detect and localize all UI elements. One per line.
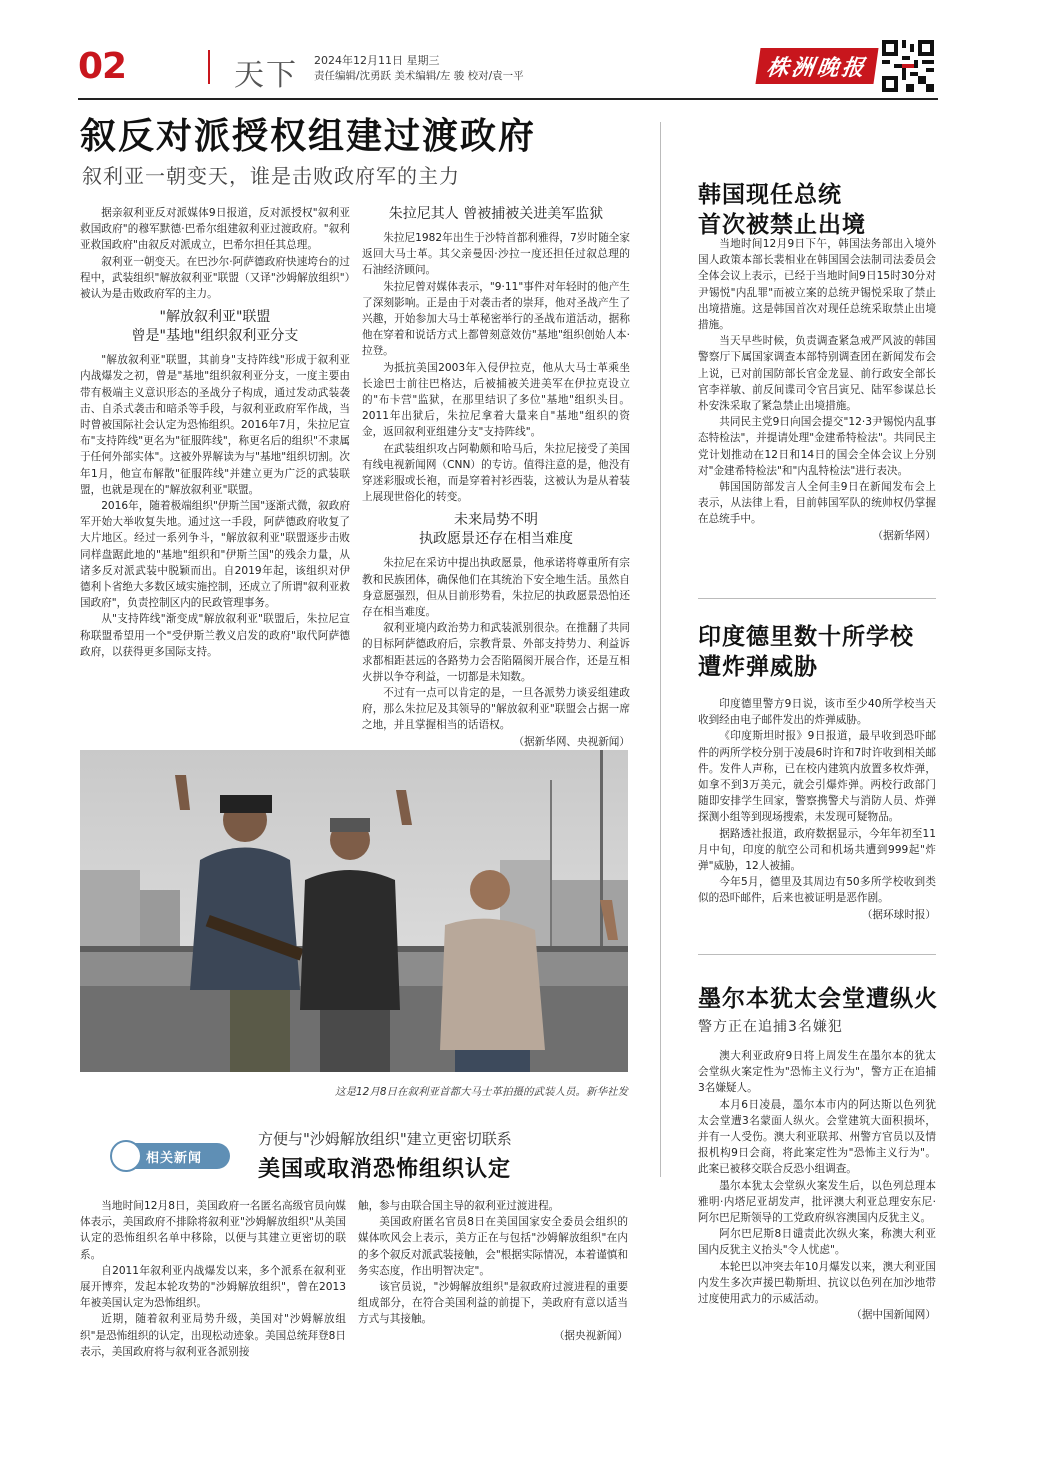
- paragraph: 叙利亚一朝变天。在巴沙尔·阿萨德政府快速垮台的过程中，武装组织"解放叙利亚"联盟（又译"沙姆解放组织"）被认为是击败政府军的主力。: [80, 255, 350, 301]
- main-headline: 叙反对派授权组建过渡政府: [80, 116, 537, 157]
- paragraph: 自2011年叙利亚内战爆发以来，多个派系在叙利亚展开博弈，发起本轮攻势的"沙姆解放组织"，曾在2013年被美国认定为恐怖组织。: [80, 1264, 346, 1310]
- paragraph: 澳大利亚政府9日将上周发生在墨尔本的犹太会堂纵火案定性为"恐怖主义行为"，警方正在追捕3名嫌疑人。: [698, 1050, 936, 1095]
- korea-headline: [698, 180, 866, 240]
- paragraph: 本轮巴以冲突去年10月爆发以来，澳大利亚国内发生多次声援巴勒斯坦、抗议以色列在加沙地带过度使用武力的示威活动。: [698, 1260, 936, 1306]
- main-story-column-1: [80, 205, 350, 660]
- subhead-line: 曾是"基地"组织叙利亚分支: [131, 328, 299, 345]
- paper-logo: [755, 48, 878, 84]
- related-kicker: 方便与"沙姆解放组织"建立更密切联系: [258, 1130, 512, 1148]
- headline-line: 遭炸弹威胁: [698, 654, 818, 680]
- story-divider: [698, 954, 936, 955]
- paragraph: "解放叙利亚"联盟，其前身"支持阵线"形成于叙利亚内战爆发之初，曾是"基地"组织叙利亚分支，一度主要由带有极端主义意识形态的圣战分子构成，通过发动武装袭击、自杀式袭击和暗杀等手段，与叙利亚政府军作战，当时曾被国际社会认定为恐怖组织。2016年7月，朱拉尼宣布"支持阵线"更名为"征服阵线"，称更名后的组织"不隶属于任何外部实体"。这被外界解读为与"基地"组织切割。次年1月，他宣布解散"征服阵线"并建立更为广泛的武装联盟，也就是现在的"解放叙利亚"联盟。: [80, 354, 350, 496]
- masthead-divider: [208, 50, 210, 84]
- section-subhead: [362, 511, 630, 549]
- masthead-rule: [78, 98, 938, 100]
- section-subhead: [80, 308, 350, 346]
- source-credit: （据环球时报）: [861, 908, 936, 921]
- paragraph: 据亲叙利亚反对派媒体9日报道，反对派授权"叙利亚救国政府"的穆军默德·巴希尔组建叙利亚过渡政府。"叙利亚救国政府"由叙反对派成立，巴希尔担任其总理。: [80, 207, 350, 252]
- paragraph: 朱拉尼曾对媒体表示，"9·11"事件对年轻时的他产生了深刻影响。正是由于对袭击者的崇拜，他对圣战产生了兴趣，开始参加大马士革秘密举行的圣战布道活动，据称他在穿着和说话方式上都曾刻意效仿"基地"组织创始人本·拉登。: [362, 280, 630, 358]
- headline-line: 印度德里数十所学校: [698, 624, 914, 650]
- india-headline: [698, 622, 914, 682]
- paragraph: 不过有一点可以肯定的是，一旦各派势力谈妥组建政府，那么朱拉尼及其领导的"解放叙利亚"联盟会占据一席之地，并且掌握相当的话语权。: [362, 687, 630, 732]
- paragraph: 在武装组织攻占阿勒颇和哈马后，朱拉尼接受了美国有线电视新闻网（CNN）的专访。值得注意的是，他没有穿迷彩服或长袍，而是穿着衬衫西装，这被认为是从着装上展现世俗化的转变。: [362, 442, 630, 504]
- paragraph: 触，参与由联合国主导的叙利亚过渡进程。: [358, 1200, 560, 1212]
- issue-date: 2024年12月11日 星期三: [314, 54, 440, 67]
- paragraph: 当天早些时候，负责调查紧急戒严风波的韩国警察厅下属国家调查本部特别调查团在新闻发布会上说，已对前国防部长官金龙显、前行政安全部长官李祥敏、前反间谍司令官吕寅兄、陆军参谋总长朴安洙采取了紧急禁止出境措施。: [698, 335, 936, 413]
- subhead-line: "解放叙利亚"联盟: [159, 309, 271, 326]
- headline-line: 首次被禁止出境: [698, 212, 866, 238]
- india-story-body: [698, 696, 936, 923]
- paragraph: 朱拉尼1982年出生于沙特首都利雅得，7岁时随全家返回大马士革。其父亲曼因·沙拉一度还担任过叙总理的石油经济顾问。: [362, 232, 630, 277]
- paragraph: 朱拉尼在采访中提出执政愿景，他承诺将尊重所有宗教和民族团体，确保他们在其统治下安全地生活。虽然自身意愿强烈，但从目前形势看，朱拉尼的执政愿景恐怕还存在相当难度。: [362, 557, 630, 619]
- paragraph: 阿尔巴尼斯8日谴责此次纵火案，称澳大利亚国内反犹主义抬头"令人忧虑"。: [698, 1228, 936, 1257]
- photo-caption: 这是12月8日在叙利亚首都大马士革拍摄的武装人员。新华社发: [334, 1086, 628, 1098]
- column-divider: [660, 122, 661, 1177]
- paragraph: 美国政府匿名官员8日在美国国家安全委员会组织的媒体吹风会上表示，美方正在与包括"沙姆解放组织"在内的多个叙反对派武装接触，会"根据实际情况，本着谨慎和务实态度，作出明智决定"。: [358, 1216, 628, 1277]
- korea-story-body: [698, 236, 936, 544]
- paragraph: 共同民主党9日向国会提交"12·3尹锡悦内乱事态特检法"，并提请处理"金建希特检法"。共同民主党计划推动在12日和14日的国会全体会议上分别对"金建希特检法"和"内乱特检法"进行表决。: [698, 416, 936, 477]
- paragraph: 2016年，随着极端组织"伊斯兰国"逐渐式微，叙政府军开始大举收复失地。通过这一手段，阿萨德政府收复了大片地区。经过一系列争斗，"解放叙利亚"联盟逐步击败同样盘踞此地的"基地"组织和"伊斯兰国"的残余力量，从诸多反对派武装中脱颖而出。自2019年起，该组织对伊德利卜省绝大多数区域实施控制，还成立了所谓"叙利亚救国政府"，负责控制区内的民政管理事务。: [80, 500, 350, 610]
- page-number: 02: [78, 46, 127, 87]
- headline-line: 韩国现任总统: [698, 182, 842, 208]
- source-credit: （据新华网、央视新闻）: [513, 735, 630, 748]
- subhead-line: 执政愿景还存在相当难度: [419, 531, 573, 548]
- subhead-line: 未来局势不明: [454, 512, 538, 529]
- melbourne-story-body: [698, 1048, 936, 1323]
- story-divider: [698, 598, 936, 599]
- paragraph: 近期，随着叙利亚局势升级，美国对"沙姆解放组织"是恐怖组织的认定，出现松动迹象。美国总统拜登8日表示，美国政府将与叙利亚各派别接: [80, 1313, 346, 1358]
- paragraph: 墨尔本犹太会堂纵火案发生后，以色列总理本雅明·内塔尼亚胡发声，批评澳大利亚总理安东尼·阿尔巴尼斯领导的工党政府纵容澳国内反犹主义。: [698, 1179, 936, 1225]
- melbourne-headline: 墨尔本犹太会堂遭纵火: [698, 986, 938, 1012]
- paragraph: 从"支持阵线"渐变成"解放叙利亚"联盟后，朱拉尼宣称联盟希望用一个"受伊斯兰教义启发的政府"取代阿萨德政府，以获得更多国际支持。: [80, 613, 350, 658]
- paragraph: 当地时间12月8日，美国政府一名匿名高级官员向媒体表示，美国政府不排除将叙利亚"沙姆解放组织"从美国认定的恐怖组织名单中移除，以便与其建立更密切的联系。: [80, 1200, 346, 1261]
- paragraph: 韩国国防部发言人全何圭9日在新闻发布会上表示，从法律上看，目前韩国军队的统帅权仍掌握在总统手中。: [698, 481, 936, 526]
- related-news-icon: [110, 1140, 142, 1172]
- melbourne-subheadline: 警方正在追捕3名嫌犯: [698, 1019, 843, 1035]
- editors-credit: 责任编辑/沈勇跃 美术编辑/左 骏 校对/袁一平: [314, 70, 524, 82]
- qr-code-icon: [882, 40, 934, 92]
- related-news-label: 相关新闻: [146, 1151, 203, 1166]
- paragraph: 《印度斯坦时报》9日报道，最早收到恐吓邮件的两所学校分别于凌晨6时许和7时许收到相关邮件。发件人声称，已在校内建筑内放置多枚炸弹，如拿不到3万美元，就会引爆炸弹。两校行政部门随即安排学生回家，警察携警犬与消防人员、炸弹探测小组等到现场搜索，未发现可疑物品。: [698, 730, 936, 824]
- paragraph: 今年5月，德里及其周边有50多所学校收到类似的恐吓邮件，后来也被证明是恶作剧。: [698, 876, 936, 905]
- photo-illustration: [80, 750, 628, 1072]
- related-column-2: [358, 1198, 628, 1344]
- masthead: [78, 40, 938, 95]
- source-credit: （据央视新闻）: [553, 1329, 628, 1342]
- news-photo: [80, 750, 628, 1072]
- paragraph: 本月6日凌晨，墨尔本市内的阿达斯以色列犹太会堂遭3名蒙面人纵火。会堂建筑大面积损坏，并有一人受伤。澳大利亚联邦、州警方官员以及情报机构9日会商，将此案定性为"恐怖主义行为"。此案已被移交联合反恐小组调查。: [698, 1098, 936, 1176]
- main-story-column-2: [362, 205, 630, 750]
- source-credit: （据新华网）: [872, 529, 936, 542]
- related-column-1: [80, 1198, 346, 1360]
- paragraph: 该官员说，"沙姆解放组织"是叙政府过渡进程的重要组成部分，在符合美国利益的前提下，美政府有意以适当方式与其接触。: [358, 1281, 628, 1326]
- related-news-tag: [112, 1143, 230, 1169]
- paragraph: 当地时间12月9日下午，韩国法务部出入境外国人政策本部长裴相业在韩国国会法制司法委员会全体会议上表示，已经于当地时间9日15时30分对尹锡悦"内乱罪"而被立案的总统尹锡悦采取了禁止出境措施。这是韩国首次对现任总统采取禁止出境措施。: [698, 238, 936, 332]
- source-credit: （据中国新闻网）: [851, 1309, 936, 1322]
- related-headline: 美国或取消恐怖组织认定: [258, 1157, 512, 1182]
- paragraph: 为抵抗美国2003年入侵伊拉克，他从大马士革乘坐长途巴士前往巴格达，后被捕被关进美军在伊拉克设立的"布卡营"监狱，在那里结识了多位"基地"组织头目。2011年出狱后，朱拉尼拿着大量来自"基地"组织的资金，返回叙利亚组建分支"支持阵线"。: [362, 361, 630, 439]
- main-subheadline: 叙利亚一朝变天，谁是击败政府军的主力: [82, 164, 460, 188]
- paragraph: 印度德里警方9日说，该市至少40所学校当天收到经由电子邮件发出的炸弹威胁。: [698, 698, 936, 727]
- paragraph: 据路透社报道，政府数据显示，今年年初至11月中旬，印度的航空公司和机场共遭到999起"炸弹"威胁，12人被捕。: [698, 827, 936, 873]
- section-name: 天下: [234, 58, 298, 93]
- paper-logo-text: 株洲晚报: [764, 54, 869, 81]
- section-subhead: 朱拉尼其人 曾被捕被关进美军监狱: [388, 206, 604, 222]
- paragraph: 叙利亚境内政治势力和武装派别很杂。在推翻了共同的目标阿萨德政府后，宗教背景、外部支持势力、利益诉求都相距甚远的各路势力会否陷隔阂开展合作，还是互相火拼以争夺利益，一切都是未知数。: [362, 622, 630, 683]
